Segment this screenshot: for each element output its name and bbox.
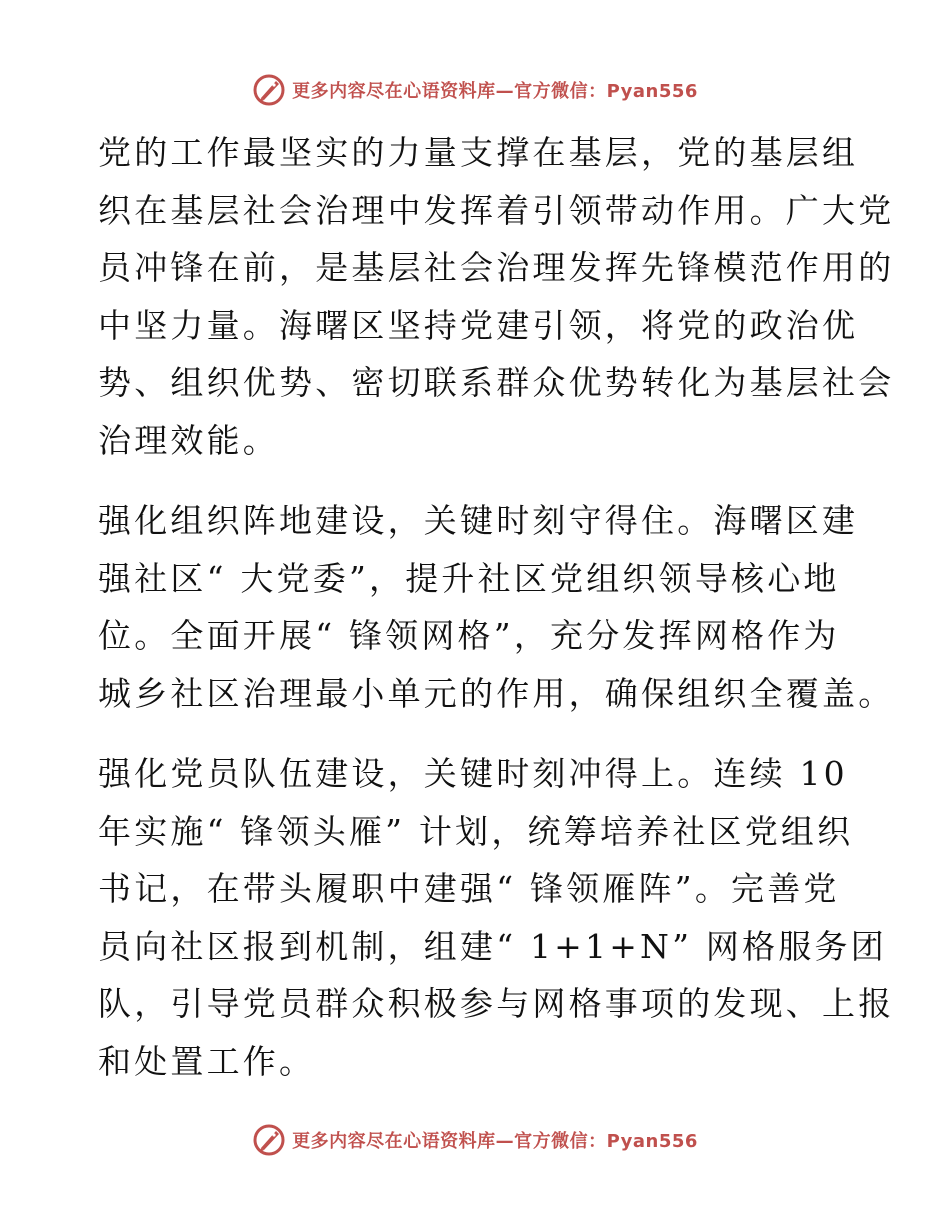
text-line: 队，引导党员群众积极参与网格事项的发现、上报 [98, 984, 895, 1023]
text-line: 和处置工作。 [98, 1041, 316, 1081]
text-line: 强化党员队伍建设，关键时刻冲得上。连续 10 [98, 754, 848, 793]
paragraph-3 [98, 745, 895, 1090]
header-banner-text: 更多内容尽在心语资料库—官方微信：Pyan556 [292, 81, 698, 102]
text-line: 势、组织优势、密切联系群众优势转化为基层社会 [98, 363, 895, 402]
text-line: 位。全面开展“ 锋领网格”，充分发挥网格作为 [98, 616, 840, 655]
text-line: 强化组织阵地建设，关键时刻守得住。海曙区建 [98, 501, 859, 540]
footer-banner-text: 更多内容尽在心语资料库—官方微信：Pyan556 [292, 1131, 698, 1152]
paragraph-2 [98, 492, 895, 722]
text-line: 治理效能。 [98, 420, 279, 460]
quill-pen-seal-icon [252, 73, 286, 107]
text-line: 年实施“ 锋领头雁” 计划，统筹培养社区党组织 [98, 811, 854, 851]
document-body [98, 124, 895, 1113]
text-line: 员向社区报到机制，组建“ 1+1+N” 网格服务团 [98, 926, 887, 966]
text-line: 中坚力量。海曙区坚持党建引领，将党的政治优 [98, 305, 859, 345]
footer-banner [0, 1120, 950, 1160]
text-line: 织在基层社会治理中发挥着引领带动作用。广大党 [98, 190, 895, 230]
header-banner [0, 70, 950, 110]
paragraph-1 [98, 124, 895, 469]
quill-pen-seal-icon [252, 1123, 286, 1157]
text-line: 书记，在带头履职中建强“ 锋领雁阵”。完善党 [98, 869, 840, 908]
text-line: 党的工作最坚实的力量支撑在基层，党的基层组 [98, 133, 859, 172]
text-line: 城乡社区治理最小单元的作用，确保组织全覆盖。 [98, 673, 895, 713]
text-line: 强社区“ 大党委”，提升社区党组织领导核心地 [98, 558, 840, 598]
text-line: 员冲锋在前，是基层社会治理发挥先锋模范作用的 [98, 248, 895, 287]
